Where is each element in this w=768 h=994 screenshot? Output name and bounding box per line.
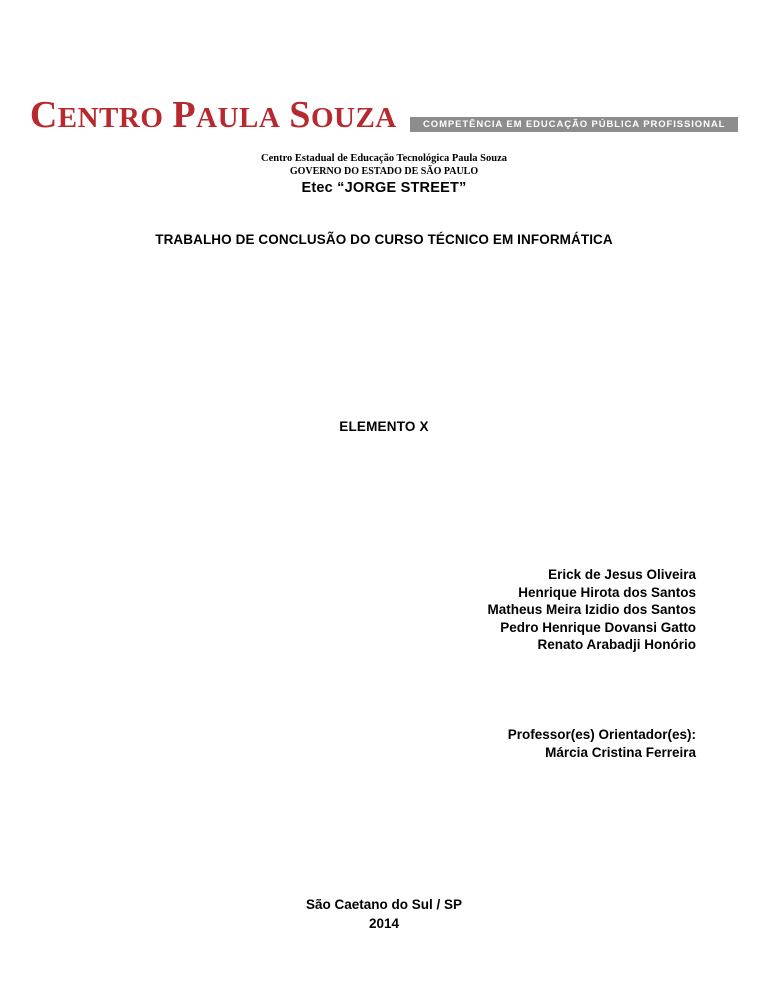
logo-tagline: COMPETÊNCIA EM EDUCAÇÃO PÚBLICA PROFISSIONAL bbox=[410, 117, 738, 132]
logo-word-3 bbox=[289, 96, 396, 134]
page-title: TRABALHO DE CONCLUSÃO DO CURSO TÉCNICO EM INFORMÁTICA bbox=[155, 232, 613, 247]
institution-logo bbox=[0, 96, 768, 134]
advisor-block bbox=[508, 726, 696, 761]
advisor-name: Márcia Cristina Ferreira bbox=[545, 744, 696, 760]
list-item: Renato Arabadji Honório bbox=[537, 637, 696, 653]
advisor-label: Professor(es) Orientador(es): bbox=[507, 727, 696, 742]
list-item: Matheus Meira Izidio dos Santos bbox=[487, 602, 696, 618]
institution-line-1: Centro Estadual de Educação Tecnológica Paula Souza bbox=[260, 153, 507, 164]
institution-line-3: Etec “JORGE STREET” bbox=[301, 180, 467, 196]
logo-word-3-initial: S bbox=[289, 94, 311, 136]
footer-block bbox=[0, 895, 768, 933]
list-item: Erick de Jesus Oliveira bbox=[548, 567, 696, 582]
logo-word-1-initial: C bbox=[29, 94, 58, 136]
logo-word-2-initial: P bbox=[172, 94, 197, 136]
logo-word-1-rest: ENTRO bbox=[57, 102, 164, 134]
list-item: Henrique Hirota dos Santos bbox=[518, 584, 696, 600]
logo-word-3-rest: OUZA bbox=[310, 102, 397, 134]
list-item: Pedro Henrique Dovansi Gatto bbox=[500, 619, 696, 635]
author-list bbox=[487, 566, 696, 654]
element-title: ELEMENTO X bbox=[339, 419, 429, 434]
logo-wordmark bbox=[30, 96, 406, 134]
logo-word-2-rest: AULA bbox=[196, 102, 281, 134]
footer-year: 2014 bbox=[368, 916, 400, 931]
logo-word-1 bbox=[30, 96, 164, 134]
logo-word-2 bbox=[172, 96, 280, 134]
footer-city: São Caetano do Sul / SP bbox=[305, 897, 463, 912]
institution-line-2: GOVERNO DO ESTADO DE SÃO PAULO bbox=[289, 166, 479, 177]
